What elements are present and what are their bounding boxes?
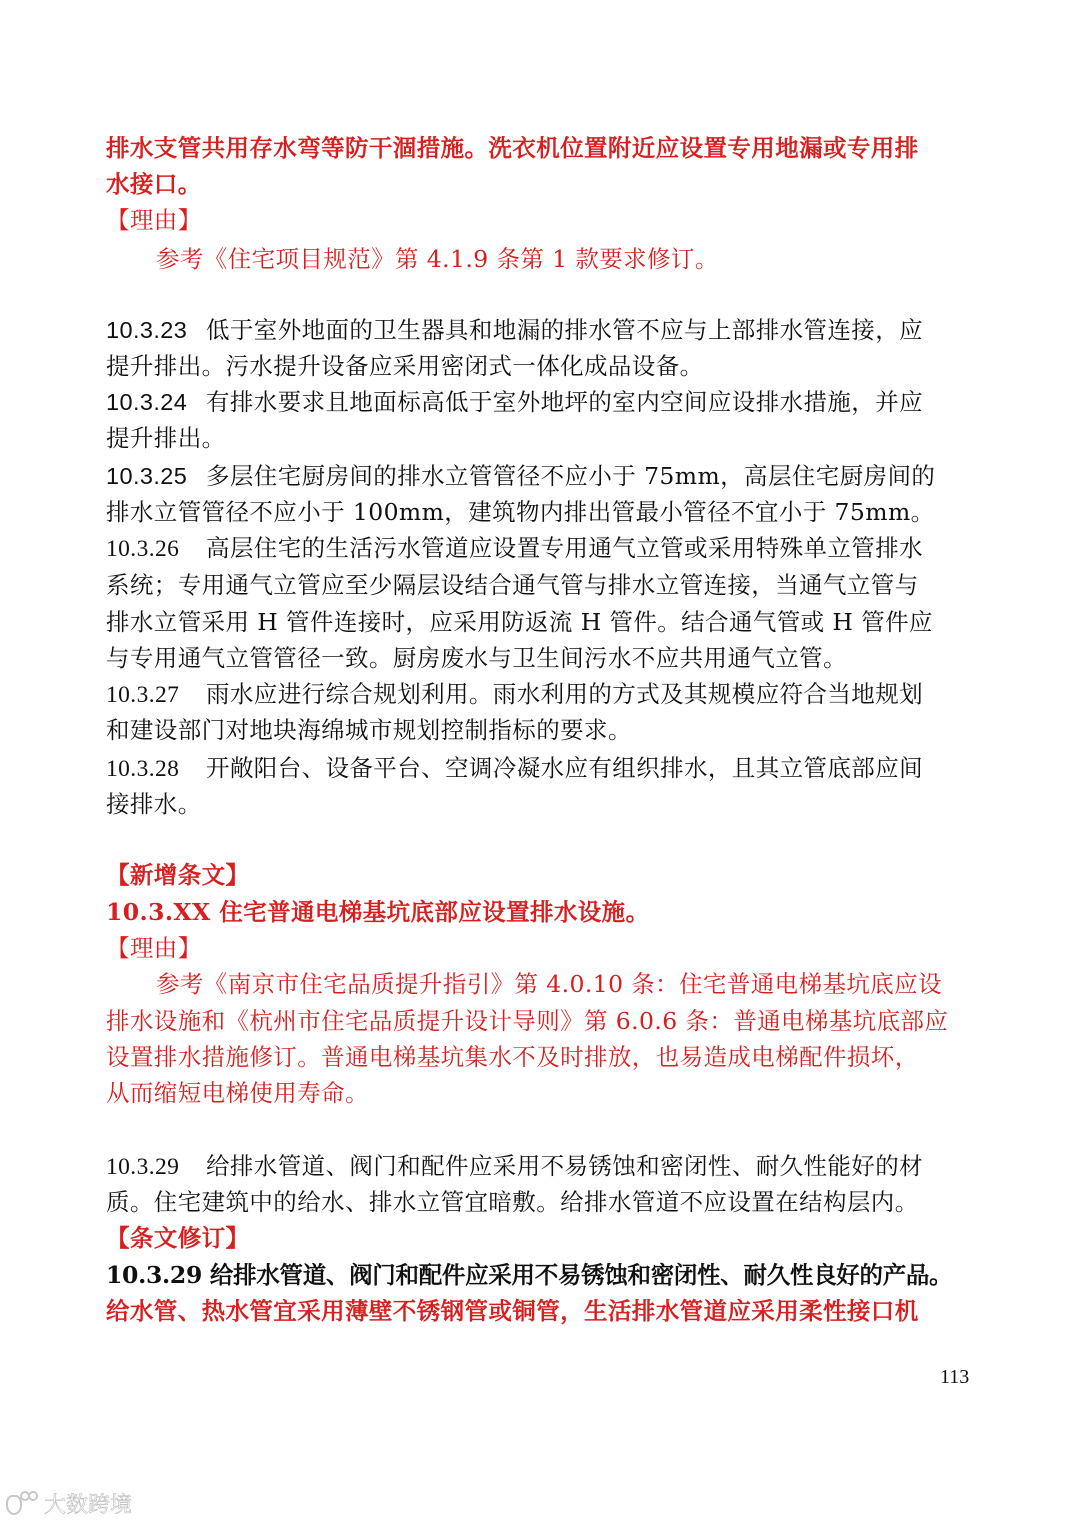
page-number: 113 bbox=[940, 1366, 970, 1388]
clause-number: 10.3.23 bbox=[106, 317, 188, 343]
reason-text: 从而缩短电梯使用寿命。 bbox=[106, 1079, 369, 1107]
reason-text: 排水设施和《杭州市住宅品质提升设计导则》第 6.0.6 条：普通电梯基坑底部应 bbox=[106, 1007, 949, 1035]
reason-heading: 【理由】 bbox=[106, 934, 202, 962]
clause-10-3-24 bbox=[106, 384, 972, 420]
clause-text: 高层住宅的生活污水管道应设置专用通气立管或采用特殊单立管排水 bbox=[206, 534, 923, 562]
reason-text: 参考《南京市住宅品质提升指引》第 4.0.10 条：住宅普通电梯基坑底应设 bbox=[156, 970, 942, 998]
revision-text-line: 排水支管共用存水弯等防干涸措施。洗衣机位置附近应设置专用地漏或专用排 bbox=[106, 134, 919, 162]
clause-10-3-29 bbox=[106, 1148, 972, 1185]
reason-heading: 【理由】 bbox=[106, 206, 202, 234]
clause-text-line: 排水立管管径不应小于 100mm，建筑物内排出管最小管径不宜小于 75mm。 bbox=[106, 498, 935, 526]
clause-text-line: 系统；专用通气立管应至少隔层设结合通气管与排水立管连接，当通气立管与 bbox=[106, 571, 919, 599]
watermark-logo-icon bbox=[6, 1491, 38, 1517]
clause-text: 雨水应进行综合规划利用。雨水利用的方式及其规模应符合当地规划 bbox=[206, 680, 923, 708]
watermark-text: 大数跨境 bbox=[44, 1493, 133, 1518]
watermark bbox=[6, 1488, 132, 1519]
clause-10-3-26 bbox=[106, 530, 972, 567]
revision-text-line: 水接口。 bbox=[106, 170, 202, 198]
clause-text-line: 和建设部门对地块海绵城市规划控制指标的要求。 bbox=[106, 716, 632, 744]
clause-text-line: 提升排出。 bbox=[106, 424, 226, 452]
clause-text-line: 提升排出。污水提升设备应采用密闭式一体化成品设备。 bbox=[106, 352, 704, 380]
clause-number: 10.3.29 bbox=[106, 1154, 180, 1180]
new-clause-heading: 【新增条文】 bbox=[106, 861, 250, 889]
revised-clause-text: 10.3.29 给排水管道、阀门和配件应采用不易锈蚀和密闭性、耐久性良好的产品。 bbox=[106, 1261, 953, 1289]
clause-text: 给排水管道、阀门和配件应采用不易锈蚀和密闭性、耐久性能好的材 bbox=[206, 1152, 923, 1180]
clause-text-line: 排水立管采用 H 管件连接时，应采用防返流 H 管件。结合通气管或 H 管件应 bbox=[106, 608, 933, 636]
clause-number: 10.3.25 bbox=[106, 463, 188, 489]
clause-text: 多层住宅厨房间的排水立管管径不应小于 75mm，高层住宅厨房间的 bbox=[206, 462, 936, 490]
reason-text: 设置排水措施修订。普通电梯基坑集水不及时排放，也易造成电梯配件损坏， bbox=[106, 1043, 919, 1071]
clause-text: 有排水要求且地面标高低于室外地坪的室内空间应设排水措施，并应 bbox=[206, 388, 923, 416]
clause-text-line: 接排水。 bbox=[106, 790, 202, 818]
clause-text-line: 与专用通气立管管径一致。厨房废水与卫生间污水不应共用通气立管。 bbox=[106, 644, 847, 672]
clause-10-3-28 bbox=[106, 750, 972, 787]
clause-10-3-23 bbox=[106, 312, 972, 348]
clause-text-line: 质。住宅建筑中的给水、排水立管宜暗敷。给排水管道不应设置在结构层内。 bbox=[106, 1188, 919, 1216]
clause-number: 10.3.26 bbox=[106, 536, 180, 562]
clause-number: 10.3.28 bbox=[106, 756, 180, 782]
clause-10-3-27 bbox=[106, 676, 972, 713]
clause-number: 10.3.24 bbox=[106, 389, 188, 415]
new-clause-text: 10.3.XX 住宅普通电梯基坑底部应设置排水设施。 bbox=[106, 898, 650, 926]
clause-text: 低于室外地面的卫生器具和地漏的排水管不应与上部排水管连接，应 bbox=[206, 316, 923, 344]
revised-clause-text: 给水管、热水管宜采用薄壁不锈钢管或铜管，生活排水管道应采用柔性接口机 bbox=[106, 1297, 919, 1325]
clause-10-3-25 bbox=[106, 458, 972, 494]
clause-text: 开敞阳台、设备平台、空调冷凝水应有组织排水，且其立管底部应间 bbox=[206, 754, 923, 782]
revised-clause-heading: 【条文修订】 bbox=[106, 1224, 250, 1252]
clause-number: 10.3.27 bbox=[106, 682, 180, 708]
reason-text: 参考《住宅项目规范》第 4.1.9 条第 1 款要求修订。 bbox=[156, 245, 719, 273]
